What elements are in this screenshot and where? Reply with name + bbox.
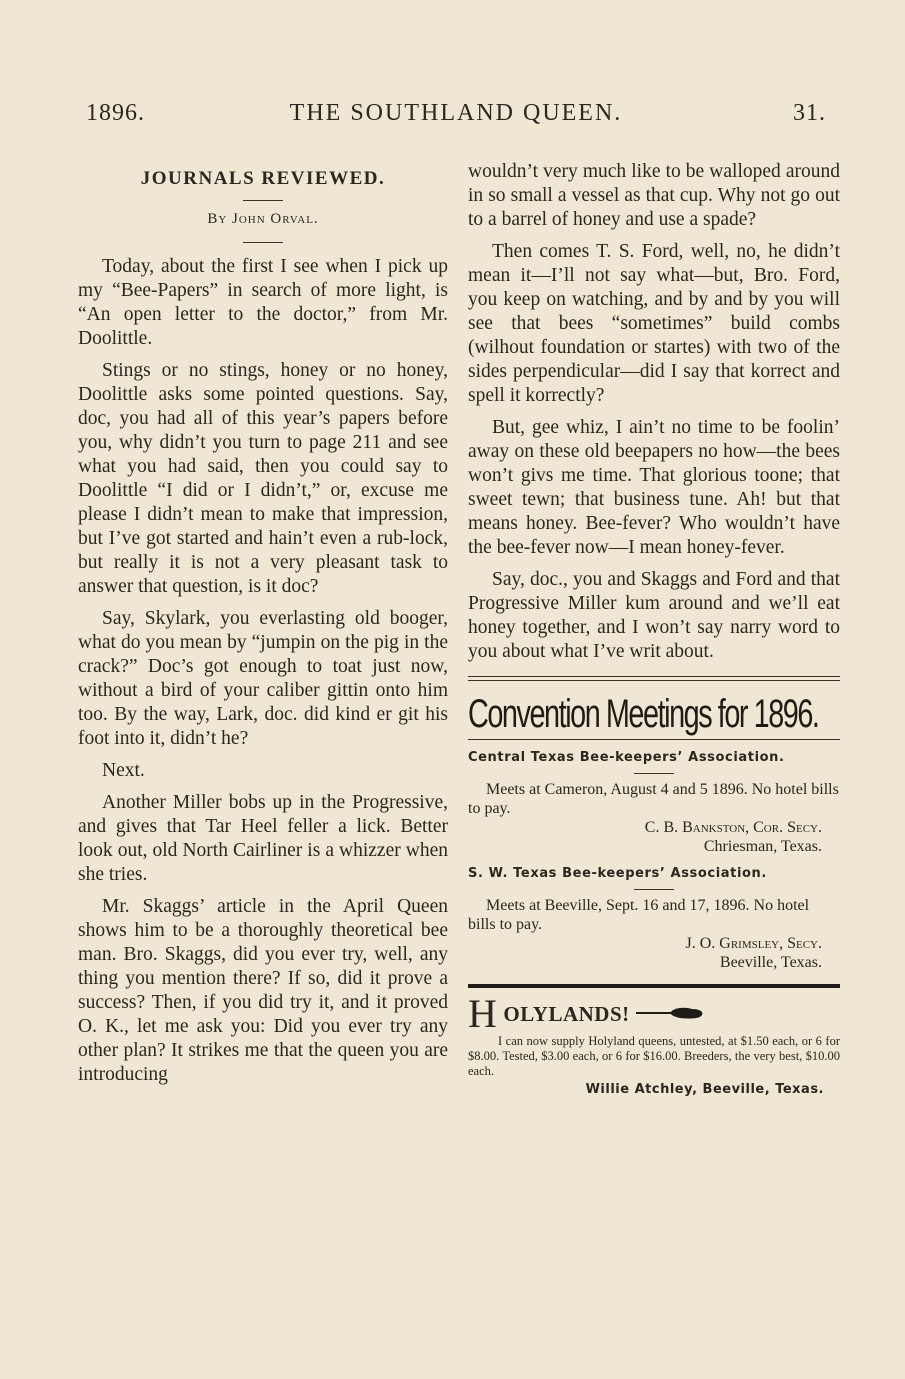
notice-body [468, 896, 840, 972]
notice-text: Meets at Beeville, Sept. 16 and 17, 1896. No hotel bills to pay. [468, 897, 810, 933]
article-paragraph: But, gee whiz, I ain’t no time to be foolin’ away on these old beepapers no how—the bees won’t givs me time. That glorious toone; that sweet tewn; that business tune. Ah! but that means honey. Bee-fever? Who wouldn’t have the bee-fever now—I mean honey-fever. [468, 417, 840, 558]
association-notice [468, 866, 840, 972]
notice-place: Chriesman, Texas. [703, 838, 822, 855]
advertisement-body: I can now supply Holyland queens, untested, at $1.50 each, or 6 for $8.00. Tested, $3.00 each, or 6 for $16.00. Breeders, the very best, $10.00 each. [468, 1034, 840, 1078]
article-paragraph: Say, doc., you and Skaggs and Ford and that Progressive Miller kum around and we’ll eat honey together, and I won’t say narry word to you about what I’ve writ about. [468, 569, 840, 662]
section-divider [468, 676, 840, 681]
notice-body [468, 780, 840, 856]
page-number: 31. [793, 100, 826, 126]
article-paragraph: Then comes T. S. Ford, well, no, he didn’t mean it—I’ll not say what—but, Bro. Ford, you keep on watching, and by and by you will see that bees “sometimes” build combs (wilhout foundation or startes) with two of the sides perpendicular—did I say that korrect and spell it korrectly? [468, 241, 840, 406]
notice-place: Beeville, Texas. [719, 954, 822, 971]
byline: By John Orval. [207, 211, 319, 227]
pointing-hand-icon [636, 1002, 706, 1027]
journal-title: THE SOUTHLAND QUEEN. [289, 100, 623, 126]
convention-title: Convention Meetings for 1896. [468, 692, 819, 736]
notice-signer: C. B. Bankston, Cor. Secy. [644, 819, 822, 836]
convention-rule [468, 739, 840, 740]
article-continuation [468, 160, 840, 664]
advertisement-title: OLYLANDS! [503, 1001, 630, 1026]
title-rule [243, 200, 283, 201]
advertisement-rule [468, 984, 840, 988]
notice-rule [634, 889, 674, 890]
article-paragraph: Today, about the first I see when I pick up my “Bee-Papers” in search of more light, is “An open letter to the doctor,” from Mr. Doolittle. [78, 256, 448, 349]
notice-text: Meets at Cameron, August 4 and 5 1896. No hotel bills to pay. [468, 781, 839, 817]
drop-initial: H [468, 991, 498, 1036]
association-notice [468, 750, 840, 856]
article-body [78, 255, 448, 1087]
association-name: S. W. Texas Bee-keepers’ Association. [468, 866, 767, 881]
article-title: JOURNALS REVIEWED. [140, 168, 386, 189]
article-paragraph: Another Miller bobs up in the Progressive, and gives that Tar Heel feller a lick. Better look out, old North Cairliner is a whizzer when she tries. [78, 792, 448, 885]
running-head [86, 100, 826, 136]
article-paragraph: Next. [102, 760, 145, 781]
header-year: 1896. [86, 100, 145, 126]
byline-rule [243, 242, 283, 243]
advertisement-signature: Willie Atchley, Beeville, Texas. [585, 1082, 824, 1097]
holylands-advertisement [468, 991, 840, 1097]
article-paragraph: Stings or no stings, honey or no honey, Doolittle asks some pointed questions. Say, doc, you had all of this year’s papers before you, why didn’t you turn to page 211 and see what you had said, then you could say to Doolittle “I did or I didn’t,” or, excuse me please I didn’t mean to make that impression, but I’ve got started and hain’t even a rub-lock, but really it is not a very pleasant task to answer that question, is it doc? [78, 360, 448, 597]
article-paragraph: Mr. Skaggs’ article in the April Queen shows him to be a thoroughly theoretical bee man. Bro. Skaggs, did you ever try, well, any thing you mention there? If so, did it prove a success? Then, if you did try it, and it proved O. K., let me ask you: Did you ever try any other plan? It strikes me that the queen you are introducing [78, 896, 448, 1085]
left-column [78, 168, 448, 1095]
article-paragraph: Say, Skylark, you everlasting old booger, what do you mean by “jumpin on the pig in the crack?” Doc’s got enough to toat just now, without a bird of your caliber gittin onto him too. By the way, Lark, doc. did kind er git his foot into it, didn’t he? [78, 608, 448, 749]
advertisement-text [468, 1034, 840, 1079]
article-paragraph: wouldn’t very much like to be walloped around in so small a vessel as that cup. Why not go out to a barrel of honey and use a spade? [468, 161, 840, 230]
notice-rule [634, 773, 674, 774]
association-name: Central Texas Bee-keepers’ Association. [468, 750, 785, 765]
right-column [468, 160, 840, 1097]
advertisement-heading [468, 991, 840, 1036]
notice-signer: J. O. Grimsley, Secy. [685, 935, 822, 952]
